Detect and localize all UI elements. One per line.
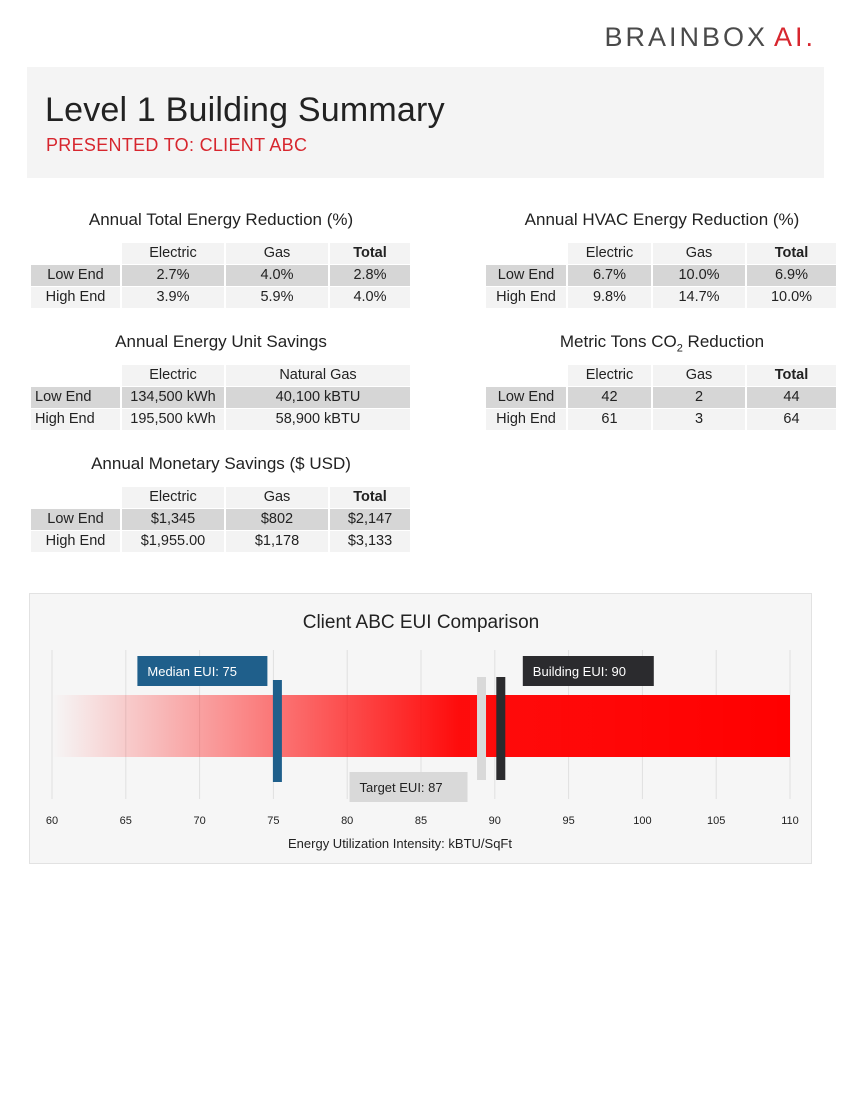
table-cell: 3.9%: [122, 287, 224, 308]
brand-name: BRAINBOX: [604, 22, 768, 52]
x-tick-label: 105: [707, 815, 726, 827]
table-row: [31, 531, 412, 553]
table-cell: 42: [568, 387, 651, 408]
column-header: Gas: [653, 243, 745, 264]
median-eui-label: Median EUI: 75: [147, 664, 238, 679]
x-tick-label: 95: [562, 815, 575, 827]
table-title: Metric Tons $CO_2$ Reduction: [559, 332, 765, 355]
x-tick-label: 70: [193, 815, 206, 827]
x-tick-label: 80: [341, 815, 354, 827]
table-cell: 10.0%: [653, 265, 745, 286]
column-header: Electric: [122, 243, 224, 264]
table-cell: 10.0%: [747, 287, 836, 308]
row-label: High End: [486, 287, 566, 308]
column-header: Gas: [226, 243, 328, 264]
page-subtitle: PRESENTED TO: CLIENT ABC: [46, 135, 308, 155]
table-cell: 6.9%: [747, 265, 836, 286]
table-cell: $802: [226, 509, 328, 530]
column-header: Total: [747, 365, 836, 386]
eui-chart: [29, 593, 812, 864]
table-cell: 195,500 kWh: [122, 409, 224, 430]
x-tick-label: 90: [488, 815, 501, 827]
table-cell: $1,345: [122, 509, 224, 530]
x-tick-label: 85: [414, 815, 428, 827]
table-cell: 2: [653, 387, 745, 408]
table-cell: 44: [747, 387, 836, 408]
table-cell: 6.7%: [568, 265, 651, 286]
x-tick-label: 75: [267, 815, 280, 827]
median-eui-marker: [273, 680, 282, 782]
table-title: Annual Total Energy Reduction (%): [88, 210, 354, 229]
brand-ai: AI.: [773, 22, 816, 52]
table-cell: 134,500 kWh: [122, 387, 224, 408]
table-cell: $1,955.00: [122, 531, 224, 552]
table-cell: $1,178: [226, 531, 328, 552]
table-cell: 4.0%: [330, 287, 410, 308]
x-tick-label: 100: [633, 815, 652, 827]
x-axis-label: Energy Utilization Intensity: kBTU/SqFt: [288, 836, 512, 851]
building-eui-marker: [496, 677, 505, 780]
table-row: [486, 287, 838, 309]
table-row: [486, 387, 838, 409]
column-header: Electric: [568, 365, 651, 386]
table-cell: 64: [747, 409, 836, 430]
x-tick-label: 110: [781, 815, 799, 827]
table-row: [486, 265, 838, 287]
eui-chart-svg: [30, 594, 813, 865]
target-eui-label: Target EUI: 87: [359, 780, 443, 795]
table-cell: 40,100 kBTU: [226, 387, 410, 408]
column-header: Electric: [568, 243, 651, 264]
column-header: Natural Gas: [226, 365, 410, 386]
brand-logo: [604, 22, 816, 53]
table-row: [31, 287, 412, 309]
target-eui-marker: [477, 677, 486, 780]
column-header: Total: [747, 243, 836, 264]
table-title: Annual Monetary Savings ($ USD): [91, 454, 351, 473]
table-cell: $3,133: [330, 531, 410, 552]
column-header: Total: [330, 487, 410, 508]
table-row: [31, 387, 412, 409]
building-eui-label: Building EUI: 90: [532, 664, 627, 679]
row-label: High End: [486, 409, 566, 430]
table-cell: 2.7%: [122, 265, 224, 286]
row-label: High End: [31, 531, 120, 552]
summary-header: [27, 67, 824, 178]
table-title: Annual HVAC Energy Reduction (%): [524, 210, 800, 229]
x-tick-label: 65: [119, 815, 132, 827]
x-tick-label: 60: [45, 815, 59, 827]
eui-range-bar: [52, 695, 790, 757]
row-label: High End: [31, 409, 120, 430]
page-title: Level 1 Building Summary: [45, 91, 445, 129]
row-label: Low End: [486, 265, 566, 286]
column-header: Electric: [122, 365, 224, 386]
table-cell: 14.7%: [653, 287, 745, 308]
column-header: Electric: [122, 487, 224, 508]
row-label: Low End: [31, 509, 120, 530]
table-cell: 2.8%: [330, 265, 410, 286]
row-label: Low End: [31, 265, 120, 286]
column-header: Gas: [226, 487, 328, 508]
table-row: [31, 409, 412, 431]
table-row: [486, 409, 838, 431]
table-cell: 3: [653, 409, 745, 430]
table-row: [31, 265, 412, 287]
row-label: Low End: [486, 387, 566, 408]
table-cell: $2,147: [330, 509, 410, 530]
column-header: Total: [330, 243, 410, 264]
table-title: Annual Energy Unit Savings: [115, 332, 327, 351]
table-row: [31, 509, 412, 531]
row-label: High End: [31, 287, 120, 308]
table-cell: 58,900 kBTU: [226, 409, 410, 430]
table-cell: 9.8%: [568, 287, 651, 308]
table-cell: 61: [568, 409, 651, 430]
column-header: Gas: [653, 365, 745, 386]
table-cell: 4.0%: [226, 265, 328, 286]
row-label: Low End: [31, 387, 120, 408]
table-cell: 5.9%: [226, 287, 328, 308]
chart-title: Client ABC EUI Comparison: [302, 612, 540, 633]
